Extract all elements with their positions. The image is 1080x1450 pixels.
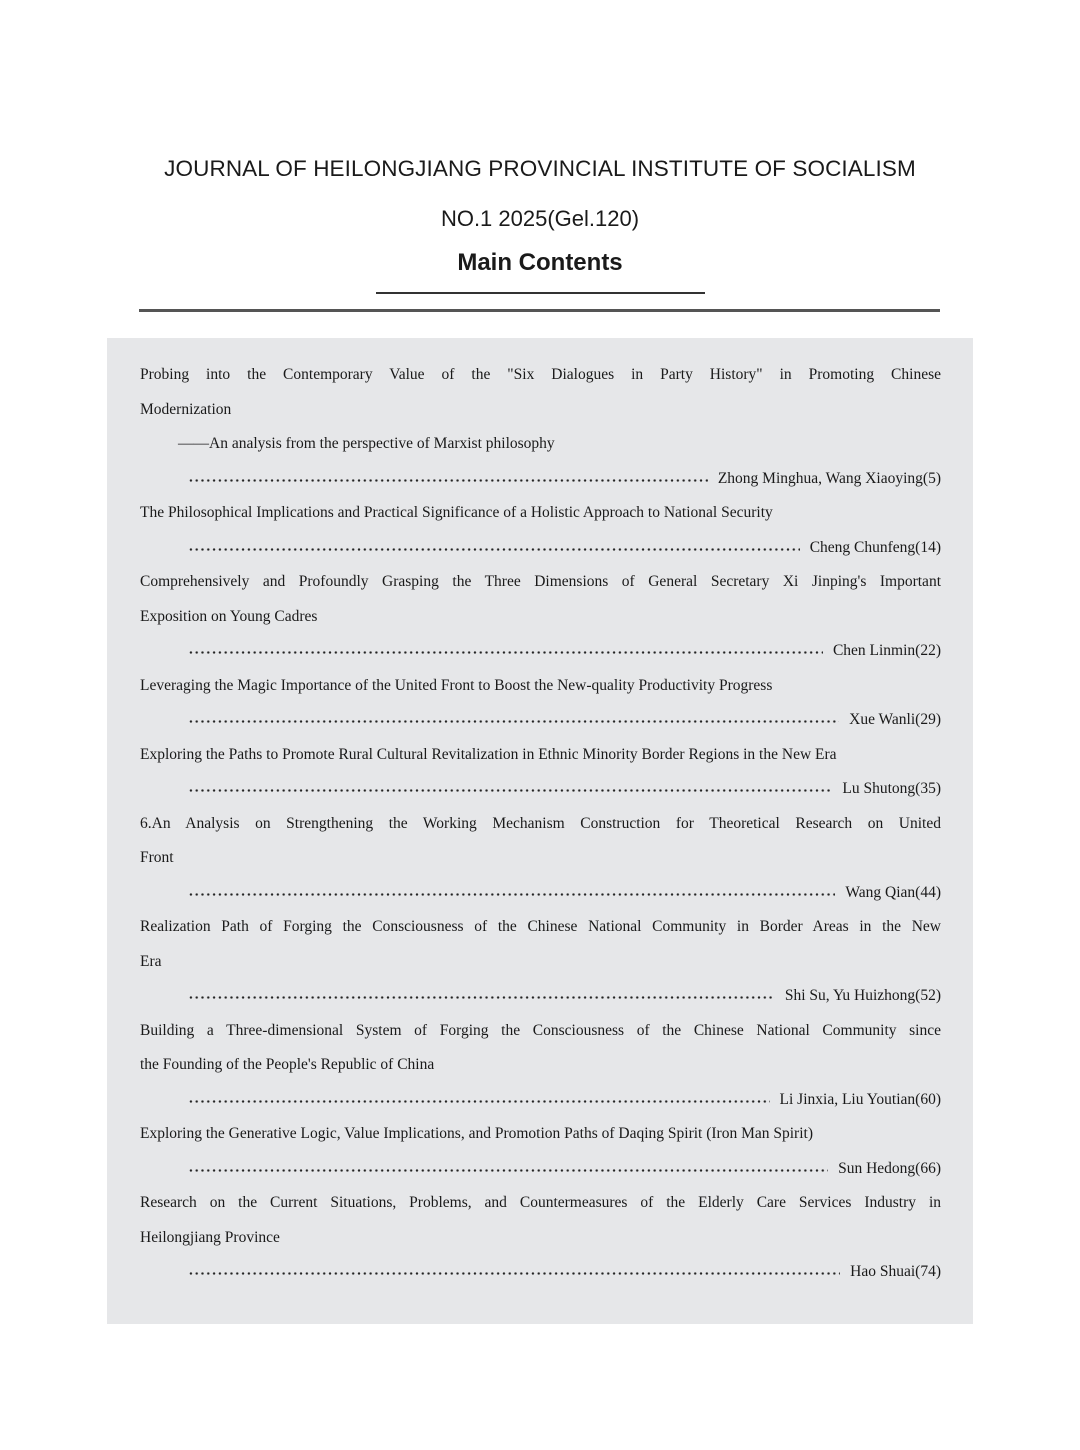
entry-author-page: Cheng Chunfeng(14) [809, 538, 941, 556]
dot-leader [188, 1272, 840, 1275]
entry-title-line: Exploring the Paths to Promote Rural Cultural Revitalization in Ethnic Minority Border Regions in the New Era [140, 745, 837, 763]
entry-title-line: Front [140, 849, 174, 866]
entry-author-page: Xue Wanli(29) [849, 711, 941, 728]
header-divider [139, 309, 940, 312]
toc-entry [140, 358, 941, 496]
table-of-contents [140, 358, 941, 1290]
entry-author-line [140, 531, 941, 566]
dot-leader [188, 893, 835, 896]
entry-author-line [140, 979, 941, 1014]
entry-title-line: The Philosophical Implications and Practical Significance of a Holistic Approach to National Security [140, 504, 773, 521]
entry-author-line [140, 772, 941, 807]
contents-heading: Main Contents [457, 249, 623, 276]
entry-author-line [140, 1152, 941, 1187]
toc-entry [140, 565, 941, 669]
entry-author-page: Sun Hedong(66) [838, 1159, 941, 1177]
dot-leader [188, 996, 775, 999]
entry-title-line: Era [140, 952, 162, 970]
entry-author-page: Chen Linmin(22) [832, 642, 941, 659]
entry-author-page: Wang Qian(44) [845, 883, 941, 901]
entry-author-page: Li Jinxia, Liu Youtian(60) [779, 1090, 941, 1108]
journal-title: JOURNAL OF HEILONGJIANG PROVINCIAL INSTITUTE OF SOCIALISM [164, 156, 916, 181]
entry-author-line [140, 462, 941, 497]
entry-subtitle: ——An analysis from the perspective of Marxist philosophy [178, 435, 555, 452]
entry-title-line: 6.An Analysis on Strengthening the Working Mechanism Construction for Theoretical Research on United [140, 814, 941, 832]
toc-entry [140, 669, 941, 738]
entry-title-line: the Founding of the People's Republic of China [140, 1056, 435, 1073]
toc-entry [140, 807, 941, 911]
dot-leader [188, 479, 708, 482]
heading-underline [376, 292, 705, 294]
dot-leader [188, 548, 800, 551]
entry-author-page: Shi Su, Yu Huizhong(52) [784, 987, 941, 1004]
entry-title-line: Heilongjiang Province [140, 1228, 280, 1246]
entry-title-line: Research on the Current Situations, Problems, and Countermeasures of the Elderly Care Services Industry in [140, 1194, 941, 1211]
entry-author-page: Zhong Minghua, Wang Xiaoying(5) [717, 469, 941, 487]
entry-title-line: Realization Path of Forging the Consciousness of the Chinese National Community in Border Areas in the New [140, 918, 941, 935]
entry-title-line: Comprehensively and Profoundly Grasping the Three Dimensions of General Secretary Xi Jinping's Important [140, 573, 941, 590]
entry-title-line: Exploring the Generative Logic, Value Implications, and Promotion Paths of Daqing Spirit (Iron Man Spirit) [140, 1125, 813, 1142]
entry-author-line [140, 876, 941, 911]
entry-author-line [140, 1083, 941, 1118]
toc-entry [140, 738, 941, 807]
dot-leader [188, 720, 839, 723]
entry-author-page: Hao Shuai(74) [850, 1263, 941, 1280]
dot-leader [188, 1100, 770, 1103]
toc-entry [140, 1117, 941, 1186]
entry-title-line: Building a Three-dimensional System of Forging the Consciousness of the Chinese National Community since [140, 1021, 941, 1039]
dot-leader [188, 651, 823, 654]
entry-title-line: Modernization [140, 400, 232, 418]
entry-title-line: Exposition on Young Cadres [140, 607, 318, 625]
entry-title-line: Leveraging the Magic Importance of the United Front to Boost the New-quality Productivity Progress [140, 676, 773, 694]
toc-entry [140, 1186, 941, 1290]
entry-author-line [140, 703, 941, 738]
entry-author-line [140, 1255, 941, 1290]
toc-entry [140, 1014, 941, 1118]
dot-leader [188, 789, 832, 792]
entry-title-line: Probing into the Contemporary Value of the "Six Dialogues in Party History" in Promoting Chinese [140, 366, 941, 383]
entry-author-line [140, 634, 941, 669]
dot-leader [188, 1169, 828, 1172]
entry-author-page: Lu Shutong(35) [842, 780, 941, 797]
toc-entry [140, 910, 941, 1014]
toc-entry [140, 496, 941, 565]
issue-number: NO.1 2025(Gel.120) [440, 206, 640, 231]
